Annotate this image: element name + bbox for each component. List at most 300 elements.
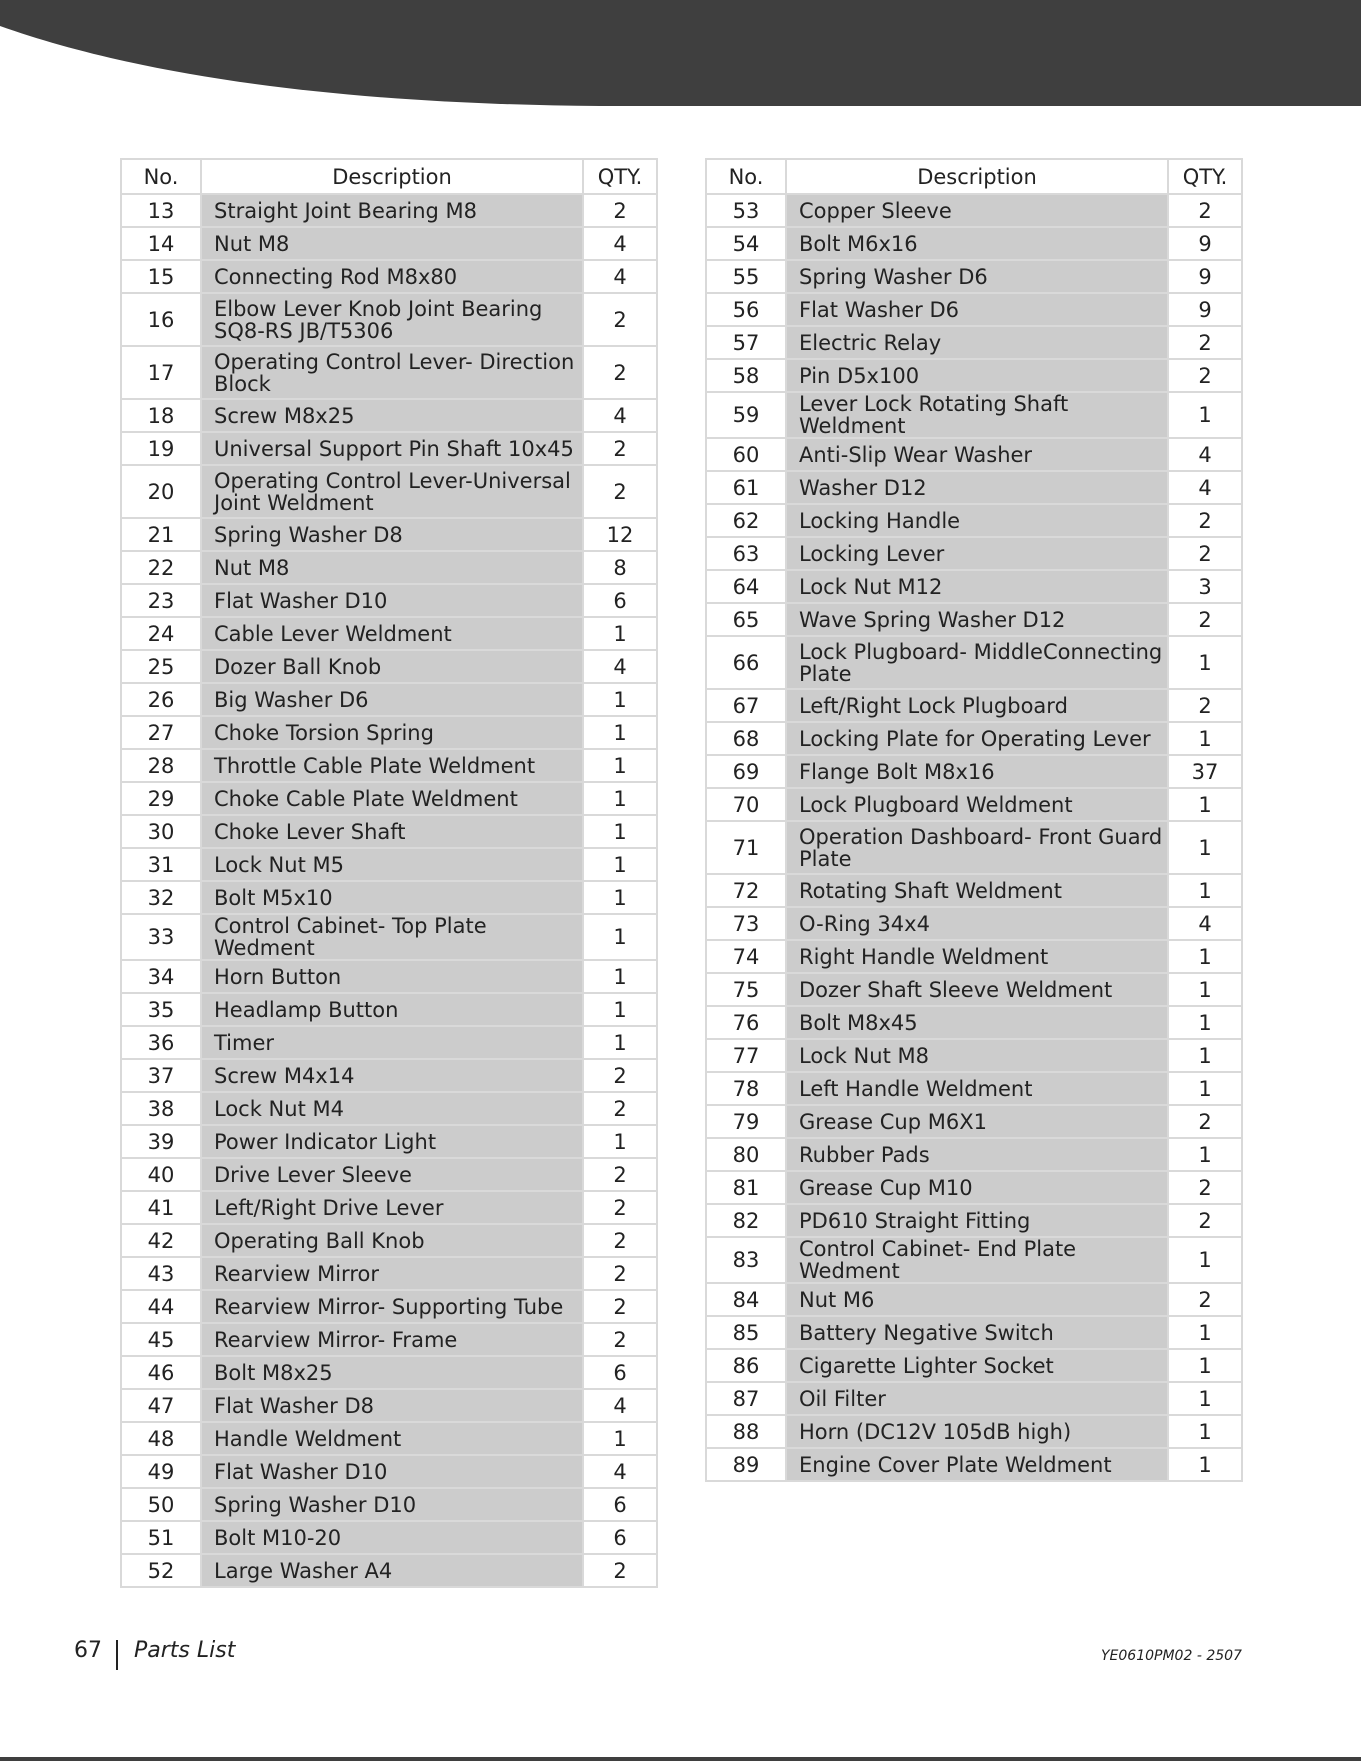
cell-description: Nut M8 [201,227,583,260]
parts-table-right [705,158,1243,1482]
table-row [706,194,1242,227]
table-row [706,1382,1242,1415]
cell-no: 72 [706,874,786,907]
cell-qty: 4 [583,399,657,432]
cell-qty: 1 [1168,1138,1242,1171]
cell-no: 70 [706,788,786,821]
table-row [706,326,1242,359]
table-row [706,1349,1242,1382]
cell-qty: 1 [583,683,657,716]
cell-qty: 1 [583,617,657,650]
table-row [121,432,657,465]
cell-no: 50 [121,1488,201,1521]
cell-description: Horn (DC12V 105dB high) [786,1415,1168,1448]
cell-qty: 1 [583,960,657,993]
cell-qty: 1 [583,1125,657,1158]
cell-description: Oil Filter [786,1382,1168,1415]
cell-qty: 1 [1168,1237,1242,1283]
cell-no: 34 [121,960,201,993]
cell-description: Flat Washer D8 [201,1389,583,1422]
cell-qty: 2 [583,1158,657,1191]
table-row [121,848,657,881]
cell-qty: 4 [1168,907,1242,940]
cell-description: Wave Spring Washer D12 [786,603,1168,636]
cell-qty: 1 [1168,973,1242,1006]
cell-qty: 1 [1168,636,1242,689]
cell-no: 29 [121,782,201,815]
cell-description: Anti-Slip Wear Washer [786,438,1168,471]
cell-qty: 8 [583,551,657,584]
cell-no: 22 [121,551,201,584]
cell-description: Screw M4x14 [201,1059,583,1092]
cell-description: Cigarette Lighter Socket [786,1349,1168,1382]
cell-description: Flat Washer D6 [786,293,1168,326]
cell-description: Spring Washer D10 [201,1488,583,1521]
cell-no: 55 [706,260,786,293]
cell-no: 45 [121,1323,201,1356]
cell-description: Nut M6 [786,1283,1168,1316]
page-number: 67 [74,1638,102,1663]
cell-qty: 1 [1168,1349,1242,1382]
cell-description: Copper Sleeve [786,194,1168,227]
cell-qty: 2 [1168,1105,1242,1138]
cell-no: 58 [706,359,786,392]
cell-description: Rearview Mirror [201,1257,583,1290]
cell-qty: 1 [1168,1415,1242,1448]
cell-qty: 2 [583,1323,657,1356]
cell-description: Headlamp Button [201,993,583,1026]
cell-no: 36 [121,1026,201,1059]
cell-qty: 1 [1168,1006,1242,1039]
table-row [121,914,657,960]
cell-description: Electric Relay [786,326,1168,359]
cell-qty: 1 [1168,1072,1242,1105]
cell-no: 17 [121,346,201,399]
table-row [121,551,657,584]
cell-no: 26 [121,683,201,716]
cell-qty: 2 [583,1059,657,1092]
cell-no: 23 [121,584,201,617]
cell-no: 78 [706,1072,786,1105]
header-band [0,0,1361,110]
table-row [121,683,657,716]
cell-description: Grease Cup M10 [786,1171,1168,1204]
cell-qty: 1 [1168,821,1242,874]
table-row [706,874,1242,907]
cell-qty: 1 [1168,874,1242,907]
cell-description: Nut M8 [201,551,583,584]
table-row [121,293,657,346]
cell-description: Lever Lock Rotating Shaft Weldment [786,392,1168,438]
cell-no: 52 [121,1554,201,1587]
cell-no: 67 [706,689,786,722]
cell-qty: 4 [1168,438,1242,471]
cell-no: 53 [706,194,786,227]
cell-qty: 4 [1168,471,1242,504]
cell-no: 27 [121,716,201,749]
cell-description: Operating Ball Knob [201,1224,583,1257]
cell-no: 85 [706,1316,786,1349]
cell-description: Operating Control Lever-Universal Joint Weldment [201,465,583,518]
table-row [121,650,657,683]
cell-description: Screw M8x25 [201,399,583,432]
header-description: Description [786,159,1168,194]
table-row [121,346,657,399]
cell-no: 73 [706,907,786,940]
cell-no: 30 [121,815,201,848]
cell-qty: 6 [583,584,657,617]
cell-description: Control Cabinet- Top Plate Wedment [201,914,583,960]
cell-description: PD610 Straight Fitting [786,1204,1168,1237]
cell-no: 15 [121,260,201,293]
table-row [706,359,1242,392]
table-row [121,993,657,1026]
cell-no: 60 [706,438,786,471]
table-row [706,689,1242,722]
cell-description: Power Indicator Light [201,1125,583,1158]
cell-no: 88 [706,1415,786,1448]
cell-no: 57 [706,326,786,359]
cell-qty: 4 [583,227,657,260]
cell-qty: 1 [1168,722,1242,755]
table-row [706,1237,1242,1283]
cell-description: Bolt M5x10 [201,881,583,914]
table-row [706,973,1242,1006]
header-no: No. [121,159,201,194]
cell-no: 33 [121,914,201,960]
cell-qty: 1 [1168,940,1242,973]
cell-description: Bolt M6x16 [786,227,1168,260]
table-row [706,1204,1242,1237]
cell-no: 24 [121,617,201,650]
table-row [121,881,657,914]
cell-description: Rotating Shaft Weldment [786,874,1168,907]
cell-qty: 6 [583,1356,657,1389]
header-qty: QTY. [583,159,657,194]
cell-description: Dozer Shaft Sleeve Weldment [786,973,1168,1006]
cell-qty: 37 [1168,755,1242,788]
cell-no: 21 [121,518,201,551]
cell-qty: 2 [583,194,657,227]
table-row [706,471,1242,504]
cell-no: 46 [121,1356,201,1389]
cell-no: 86 [706,1349,786,1382]
cell-no: 56 [706,293,786,326]
cell-qty: 1 [1168,1382,1242,1415]
cell-qty: 2 [583,1224,657,1257]
cell-no: 20 [121,465,201,518]
cell-description: Flat Washer D10 [201,584,583,617]
cell-qty: 2 [1168,326,1242,359]
cell-description: Left/Right Lock Plugboard [786,689,1168,722]
cell-description: Pin D5x100 [786,359,1168,392]
table-row [121,227,657,260]
table-row [121,1290,657,1323]
table-row [121,1092,657,1125]
cell-description: Left/Right Drive Lever [201,1191,583,1224]
cell-description: Flat Washer D10 [201,1455,583,1488]
table-row [706,1316,1242,1349]
cell-no: 74 [706,940,786,973]
cell-description: Operation Dashboard- Front Guard Plate [786,821,1168,874]
table-row [706,821,1242,874]
cell-qty: 1 [583,815,657,848]
table-row [706,755,1242,788]
cell-qty: 6 [583,1488,657,1521]
header-description: Description [201,159,583,194]
cell-no: 63 [706,537,786,570]
cell-no: 40 [121,1158,201,1191]
table-row [121,716,657,749]
cell-qty: 2 [1168,1204,1242,1237]
cell-no: 75 [706,973,786,1006]
cell-qty: 2 [583,1092,657,1125]
cell-qty: 2 [583,346,657,399]
cell-description: Control Cabinet- End Plate Wedment [786,1237,1168,1283]
table-row [706,1171,1242,1204]
table-row [121,749,657,782]
bottom-rule [0,1757,1361,1761]
header-qty: QTY. [1168,159,1242,194]
cell-no: 37 [121,1059,201,1092]
cell-description: Cable Lever Weldment [201,617,583,650]
cell-description: Bolt M10-20 [201,1521,583,1554]
cell-description: Rearview Mirror- Frame [201,1323,583,1356]
cell-no: 18 [121,399,201,432]
cell-qty: 1 [583,749,657,782]
parts-table-left [120,158,658,1588]
cell-description: Rearview Mirror- Supporting Tube [201,1290,583,1323]
cell-no: 16 [121,293,201,346]
cell-description: Lock Nut M12 [786,570,1168,603]
table-row [121,1323,657,1356]
table-row [706,438,1242,471]
cell-qty: 2 [583,293,657,346]
table-row [121,465,657,518]
cell-no: 87 [706,1382,786,1415]
cell-qty: 4 [583,260,657,293]
cell-description: Universal Support Pin Shaft 10x45 [201,432,583,465]
cell-qty: 1 [583,782,657,815]
table-row [706,504,1242,537]
footer-divider [116,1640,118,1670]
table-row [121,399,657,432]
cell-qty: 2 [1168,359,1242,392]
table-row [121,1389,657,1422]
cell-description: Lock Plugboard Weldment [786,788,1168,821]
cell-description: Grease Cup M6X1 [786,1105,1168,1138]
cell-qty: 1 [583,1422,657,1455]
cell-no: 77 [706,1039,786,1072]
cell-description: Big Washer D6 [201,683,583,716]
cell-no: 44 [121,1290,201,1323]
cell-no: 81 [706,1171,786,1204]
table-row [706,1072,1242,1105]
table-row [706,1415,1242,1448]
cell-description: Locking Plate for Operating Lever [786,722,1168,755]
cell-qty: 2 [583,465,657,518]
cell-description: Spring Washer D6 [786,260,1168,293]
cell-qty: 1 [1168,1039,1242,1072]
cell-qty: 2 [583,1257,657,1290]
table-row [706,260,1242,293]
cell-description: Flange Bolt M8x16 [786,755,1168,788]
table-row [706,227,1242,260]
cell-description: Drive Lever Sleeve [201,1158,583,1191]
cell-description: Choke Torsion Spring [201,716,583,749]
table-row [706,907,1242,940]
cell-description: Spring Washer D8 [201,518,583,551]
cell-description: Operating Control Lever- Direction Block [201,346,583,399]
cell-description: Lock Nut M8 [786,1039,1168,1072]
cell-qty: 1 [1168,392,1242,438]
cell-description: Locking Lever [786,537,1168,570]
table-row [121,584,657,617]
table-row [121,1257,657,1290]
cell-description: Rubber Pads [786,1138,1168,1171]
cell-qty: 2 [1168,603,1242,636]
cell-no: 42 [121,1224,201,1257]
table-row [706,603,1242,636]
section-title: Parts List [134,1638,236,1663]
table-row [706,1283,1242,1316]
table-row [706,636,1242,689]
table-row [121,194,657,227]
table-row [706,1006,1242,1039]
cell-no: 25 [121,650,201,683]
cell-no: 54 [706,227,786,260]
cell-description: Left Handle Weldment [786,1072,1168,1105]
cell-qty: 4 [583,1455,657,1488]
table-row [121,1356,657,1389]
cell-no: 71 [706,821,786,874]
cell-description: Horn Button [201,960,583,993]
cell-qty: 2 [583,432,657,465]
cell-no: 62 [706,504,786,537]
table-row [121,960,657,993]
table-row [706,1138,1242,1171]
cell-no: 64 [706,570,786,603]
cell-description: Bolt M8x45 [786,1006,1168,1039]
cell-qty: 1 [583,716,657,749]
cell-no: 43 [121,1257,201,1290]
cell-description: Elbow Lever Knob Joint Bearing SQ8-RS JB/T5306 [201,293,583,346]
cell-description: Timer [201,1026,583,1059]
cell-description: Large Washer A4 [201,1554,583,1587]
cell-no: 51 [121,1521,201,1554]
cell-no: 61 [706,471,786,504]
cell-no: 19 [121,432,201,465]
table-row [121,782,657,815]
cell-no: 68 [706,722,786,755]
table-row [121,1488,657,1521]
cell-description: Connecting Rod M8x80 [201,260,583,293]
table-row [121,1158,657,1191]
cell-qty: 2 [1168,689,1242,722]
cell-qty: 1 [583,848,657,881]
cell-qty: 2 [1168,504,1242,537]
cell-no: 82 [706,1204,786,1237]
cell-description: Right Handle Weldment [786,940,1168,973]
cell-no: 32 [121,881,201,914]
table-row [121,1026,657,1059]
table-row [121,1059,657,1092]
table-row [121,260,657,293]
cell-no: 47 [121,1389,201,1422]
cell-description: Dozer Ball Knob [201,650,583,683]
cell-qty: 2 [1168,537,1242,570]
table-row [706,1105,1242,1138]
document-code: YE0610PM02 - 2507 [1101,1648,1242,1664]
cell-qty: 2 [1168,194,1242,227]
cell-qty: 2 [583,1290,657,1323]
cell-qty: 1 [583,914,657,960]
table-row [121,1422,657,1455]
cell-description: Lock Plugboard- MiddleConnecting Plate [786,636,1168,689]
table-row [706,293,1242,326]
table-row [121,1554,657,1587]
table-row [121,815,657,848]
cell-no: 41 [121,1191,201,1224]
cell-qty: 1 [1168,1316,1242,1349]
cell-qty: 9 [1168,293,1242,326]
cell-qty: 2 [1168,1171,1242,1204]
cell-description: Choke Lever Shaft [201,815,583,848]
cell-no: 83 [706,1237,786,1283]
table-row [706,940,1242,973]
cell-no: 14 [121,227,201,260]
cell-no: 89 [706,1448,786,1481]
cell-qty: 4 [583,1389,657,1422]
cell-description: Locking Handle [786,504,1168,537]
cell-no: 69 [706,755,786,788]
table-row [706,788,1242,821]
cell-qty: 12 [583,518,657,551]
cell-no: 39 [121,1125,201,1158]
cell-description: Lock Nut M5 [201,848,583,881]
cell-qty: 1 [1168,1448,1242,1481]
table-row [706,570,1242,603]
cell-qty: 2 [583,1191,657,1224]
cell-qty: 1 [583,881,657,914]
cell-no: 80 [706,1138,786,1171]
cell-no: 66 [706,636,786,689]
cell-qty: 4 [583,650,657,683]
cell-qty: 1 [583,1026,657,1059]
cell-description: Engine Cover Plate Weldment [786,1448,1168,1481]
table-header-row [706,159,1242,194]
cell-no: 59 [706,392,786,438]
cell-description: O-Ring 34x4 [786,907,1168,940]
cell-no: 38 [121,1092,201,1125]
table-row [706,537,1242,570]
cell-qty: 9 [1168,260,1242,293]
cell-no: 31 [121,848,201,881]
cell-no: 79 [706,1105,786,1138]
cell-no: 13 [121,194,201,227]
cell-qty: 1 [1168,788,1242,821]
table-row [121,1521,657,1554]
cell-qty: 9 [1168,227,1242,260]
table-row [121,1455,657,1488]
header-no: No. [706,159,786,194]
table-row [706,392,1242,438]
cell-qty: 6 [583,1521,657,1554]
cell-no: 65 [706,603,786,636]
cell-no: 28 [121,749,201,782]
cell-description: Handle Weldment [201,1422,583,1455]
cell-description: Battery Negative Switch [786,1316,1168,1349]
